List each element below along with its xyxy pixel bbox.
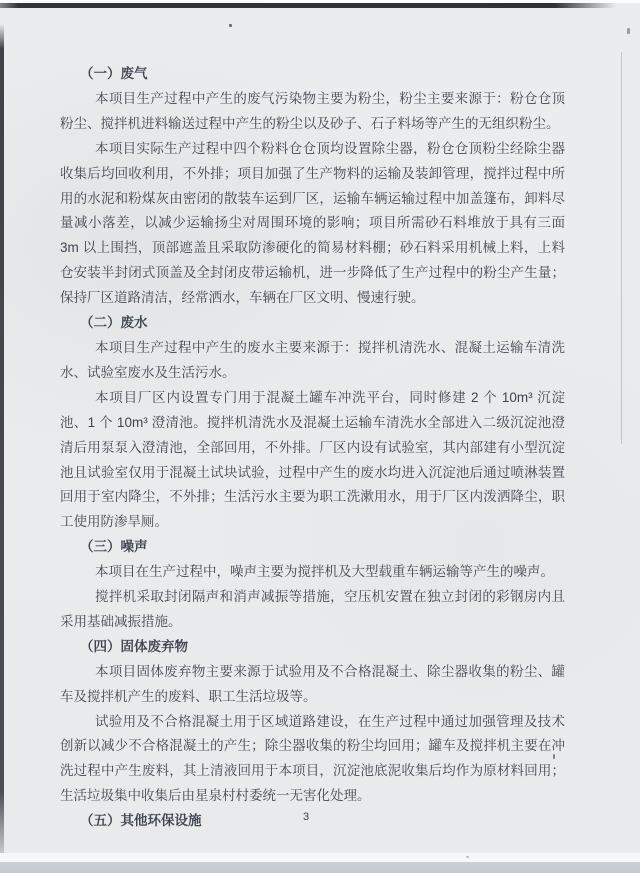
para-solid-waste-1: 本项目固体废弃物主要来源于试验用及不合格混凝土、除尘器收集的粉尘、罐车及搅拌机产生的废料、职工生活垃圾等。 [60,663,565,704]
document-body [60,62,565,834]
para-noise-1: 本项目在生产过程中，噪声主要为搅拌机及大型载重车辆运输等产生的噪声。 [95,564,554,580]
scan-speckle [627,28,630,34]
scan-bottom-edge [0,862,640,873]
heading-noise: （三）噪声 [80,539,148,555]
para-waste-gas-1: 本项目生产过程中产生的废气污染物主要为粉尘，粉尘主要来源于：粉仓仓顶粉尘、搅拌机进料输送过程中产生的粉尘以及砂子、石子料场等产生的无组织粉尘。 [60,90,565,131]
para-waste-water-1: 本项目生产过程中产生的废水主要来源于：搅拌机清洗水、混凝土运输车清洗水、试验室废水及生活污水。 [60,339,565,380]
page-edge-shadow [621,52,622,444]
para-solid-waste-2: 试验用及不合格混凝土用于区域道路建设，在生产过程中通过加强管理及技术创新以减少不合格混凝土的产生；除尘器收集的粉尘均回用；罐车及搅拌机主要在冲洗过程中产生废料，其上清液回用于本项目，沉淀池底泥收集后均作为原材料回用；生活垃圾集中收集后由星泉村村委统一无害化处理。 [60,713,565,804]
scan-top-edge [0,3,616,8]
heading-other-facilities: （五）其他环保设施 [80,813,202,829]
scan-speckle [466,856,469,858]
page-number: 3 [302,811,310,823]
scan-left-edge [0,24,4,858]
scan-speckle [229,24,232,27]
scan-bottom-margin [0,853,640,862]
para-waste-gas-2: 本项目实际生产过程中四个粉料仓仓顶均设置除尘器，粉仓仓顶粉尘经除尘器收集后均回收利用，不外排；项目加强了生产物料的运输及装卸管理，搅拌过程中所用的水泥和粉煤灰由密闭的散装车运到厂区，运输车辆运输过程中加盖篷布，卸料尽量减小落差，以减少运输扬尘对周围环境的影响；项目所需砂石料堆放于具有三面 3m 以上围挡，顶部遮盖且采取防渗硬化的简易材料棚；砂石料采用机械上料，上料仓安装半封闭式顶盖及全封闭皮带运输机，进一步降低了生产过程中的粉尘产生量；保持厂区道路清洁，经常洒水，车辆在厂区文明、慢速行驶。 [60,140,565,306]
heading-solid-waste: （四）固体废弃物 [80,638,188,654]
para-waste-water-2: 本项目厂区内设置专门用于混凝土罐车冲洗平台，同时修建 2 个 10m³ 沉淀池、1 个 10m³ 澄清池。搅拌机清洗水及混凝土运输车清洗水全部进入二级沉淀池澄清后用泵泵入澄清池，全部回用，不外排。厂区内设有试验室，其内部建有小型沉淀池且试验室仅用于混凝土试块试验，过程中产生的废水均进入沉淀池后通过喷淋装置回用于室内降尘，不外排；生活污水主要为职工洗漱用水，用于厂区内泼洒降尘，职工使用防渗旱厕。 [60,389,565,530]
heading-waste-water: （二）废水 [80,315,148,331]
para-noise-2: 搅拌机采取封闭隔声和消声减振等措施，空压机安置在独立封闭的彩钢房内且采用基础减振措施。 [60,589,565,629]
heading-waste-gas: （一）废气 [80,66,148,81]
